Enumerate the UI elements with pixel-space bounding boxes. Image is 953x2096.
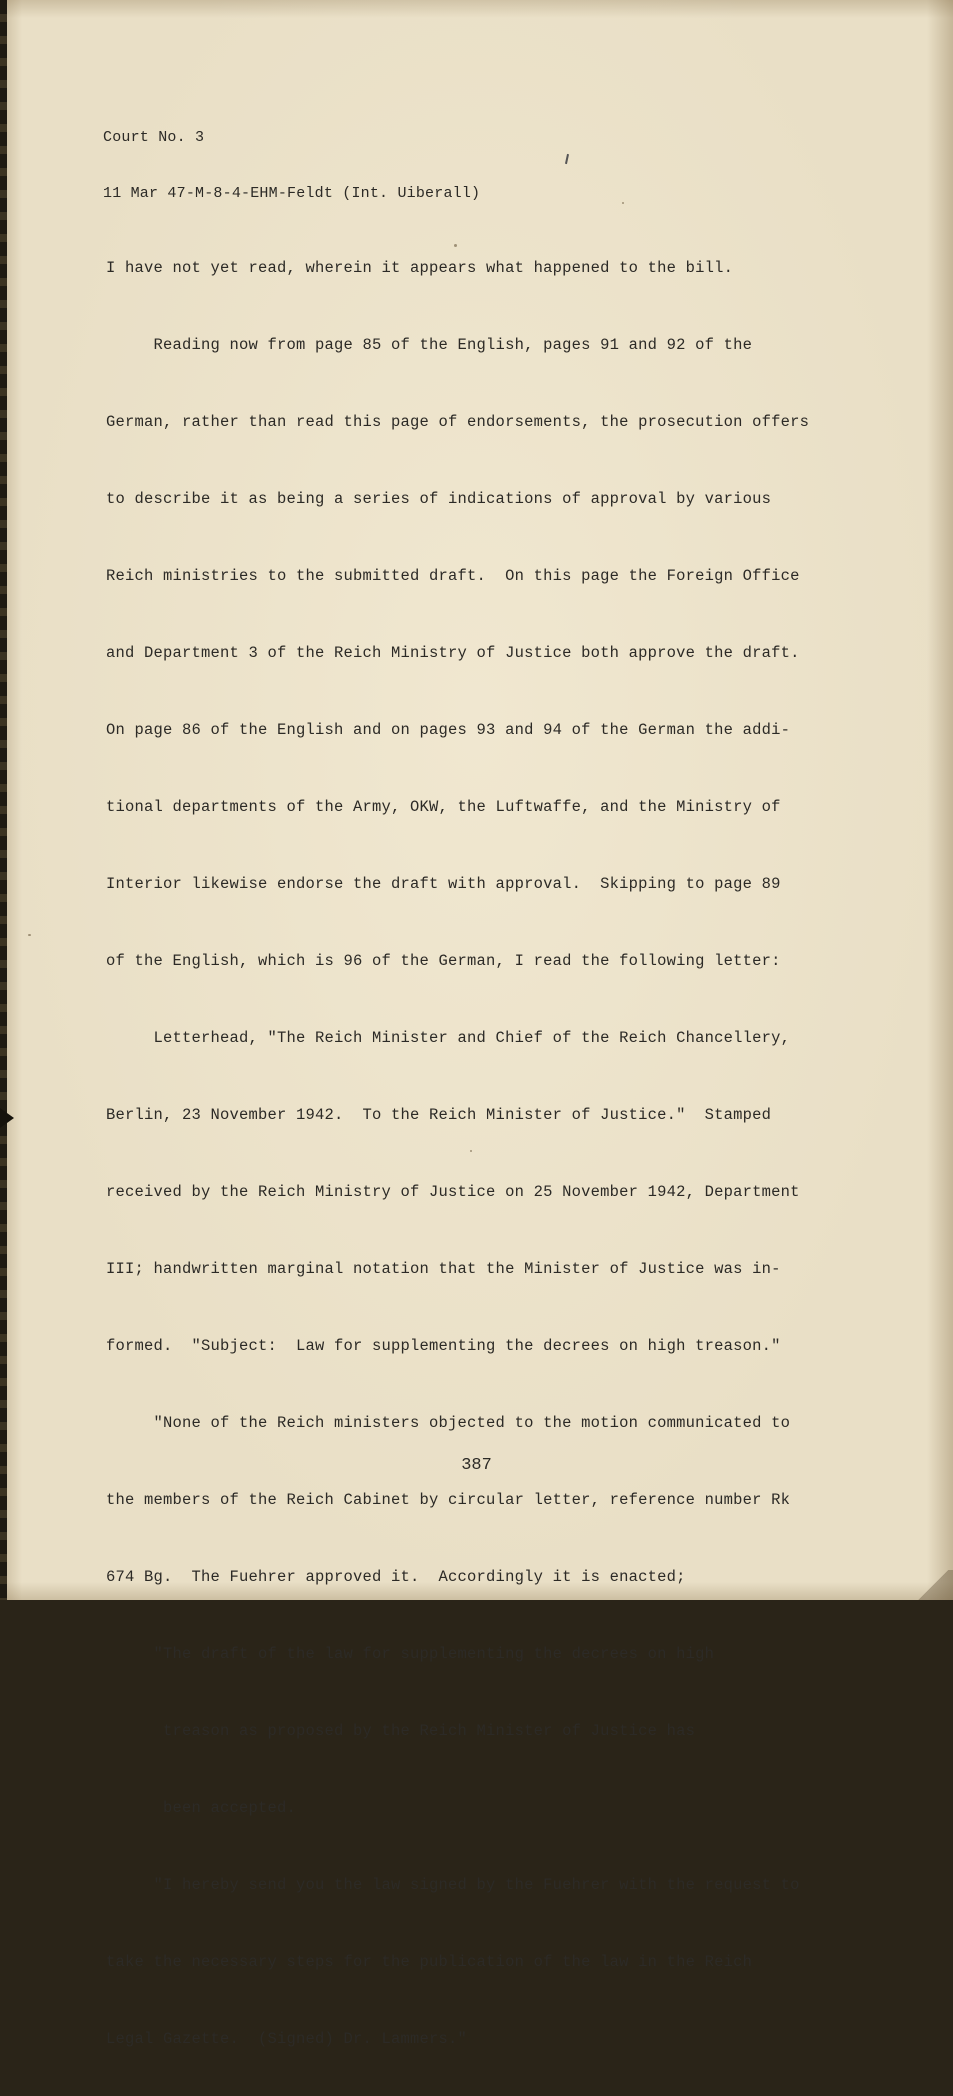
transcript-line: Reich ministries to the submitted draft. On this page the Foreign Office [106, 567, 800, 585]
transcript-line: "I hereby send you the law signed by the Fuehrer with the request to [106, 1876, 800, 1894]
transcript-line: 674 Bg. The Fuehrer approved it. Accordingly it is enacted; [106, 1568, 686, 1586]
transcript-body [106, 212, 809, 2096]
transcript-line: "None of the Reich ministers objected to the motion communicated to [106, 1414, 791, 1432]
court-number: Court No. 3 [103, 129, 205, 146]
session-reference: 11 Mar 47-M-8-4-EHM-Feldt (Int. Uiberall) [103, 185, 481, 202]
paper-speck [28, 934, 31, 936]
page-number: 387 [461, 1456, 492, 1475]
binding-edge [0, 0, 7, 1600]
transcript-line: take the necessary steps for the publication of the law in the Reich [106, 1953, 753, 1971]
paper-speck [622, 202, 624, 204]
paper-speck [470, 1150, 472, 1152]
transcript-line: "The draft of the law for supplementing the decrees on high [106, 1645, 715, 1663]
transcript-line: Legal Gazette. (Signed) Dr. Lammers." [106, 2030, 468, 2048]
transcript-line: formed. "Subject: Law for supplementing the decrees on high treason." [106, 1337, 781, 1355]
transcript-line: On page 86 of the English and on pages 93 and 94 of the German the addi- [106, 721, 791, 739]
transcript-line: Interior likewise endorse the draft with approval. Skipping to page 89 [106, 875, 781, 893]
transcript-line: I have not yet read, wherein it appears what happened to the bill. [106, 259, 734, 277]
transcript-line: Letterhead, "The Reich Minister and Chief of the Reich Chancellery, [106, 1029, 791, 1047]
transcript-line: and Department 3 of the Reich Ministry of Justice both approve the draft. [106, 644, 800, 662]
corner-fold [913, 1570, 953, 1600]
transcript-line: tional departments of the Army, OKW, the Luftwaffe, and the Ministry of [106, 798, 781, 816]
transcript-line: been accepted. [106, 1799, 297, 1817]
transcript-line: Reading now from page 85 of the English, pages 91 and 92 of the [106, 336, 753, 354]
stray-pen-mark [565, 154, 569, 164]
transcript-line: the members of the Reich Cabinet by circular letter, reference number Rk [106, 1491, 791, 1509]
transcript-line: Berlin, 23 November 1942. To the Reich Minister of Justice." Stamped [106, 1106, 772, 1124]
paper-speck [454, 244, 457, 247]
transcript-line: of the English, which is 96 of the German, I read the following letter: [106, 952, 781, 970]
transcript-line: received by the Reich Ministry of Justice on 25 November 1942, Department [106, 1183, 800, 1201]
transcript-line: III; handwritten marginal notation that the Minister of Justice was in- [106, 1260, 781, 1278]
transcript-line: German, rather than read this page of endorsements, the prosecution offers [106, 413, 810, 431]
binding-tab [0, 1108, 14, 1128]
transcript-line: to describe it as being a series of indications of approval by various [106, 490, 772, 508]
transcript-line: treason as proposed by the Reich Minister of Justice has [106, 1722, 696, 1740]
